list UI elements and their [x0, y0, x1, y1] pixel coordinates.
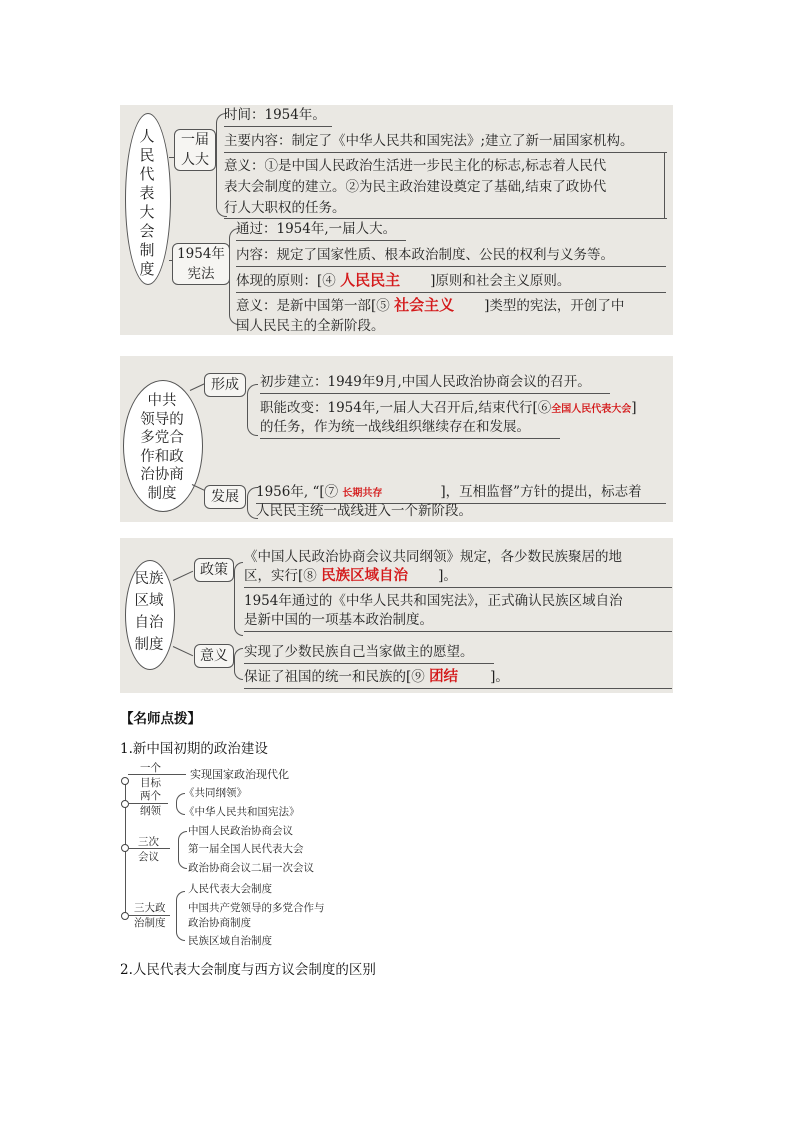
- title-npc-system: 人 民 代 表 大 会 制 度: [139, 127, 155, 278]
- tree-g4-label-a: 三大政: [134, 902, 166, 914]
- text-new-stage: 人民民主统一战线进入一个新阶段。: [256, 503, 472, 519]
- tree-g3-leaf-3: 政治协商会议二届一次会议: [188, 862, 314, 874]
- tree-g3-leaf-2: 第一届全国人民代表大会: [188, 843, 304, 855]
- text-1954-constitution-confirm: 1954年通过的《中华人民共和国宪法》，正式确认民族区域自治: [244, 593, 623, 609]
- answer-6: 全国人民代表大会: [551, 404, 632, 415]
- tree-g4-leaf-3: 政治协商制度: [188, 917, 251, 929]
- text-main-content: 主要内容：制定了《中华人民共和国宪法》;建立了新一届国家机构。: [224, 133, 634, 149]
- text-passed: 通过：1954年,一届人大。: [236, 221, 397, 237]
- text-significance-3: 行人大职权的任务。: [224, 200, 346, 216]
- tree-g3-label-b: 会议: [138, 851, 159, 863]
- answer-8: 民族区域自治: [321, 568, 409, 584]
- tree-g2-label-a: 两个: [140, 790, 161, 802]
- answer-9: 团结: [429, 669, 459, 685]
- tree-g3-leaf-1: 中国人民政治协商会议: [188, 825, 293, 837]
- text-basic-system: 是新中国的一项基本政治制度。: [244, 612, 433, 628]
- tree-g3-label-a: 三次: [138, 836, 159, 848]
- text-significance-2: 表大会制度的建立。②为民主政治建设奠定了基础,结束了政协代: [224, 179, 607, 195]
- text-initial-establishment: 初步建立：1949年9月,中国人民政治协商会议的召开。: [260, 374, 591, 390]
- text-content: 内容：规定了国家性质、根本政治制度、公民的权利与义务等。: [236, 247, 614, 263]
- answer-4: 人民民主: [340, 271, 401, 289]
- text-unity: 保证了祖国的统一和民族的[⑨ 团结 ]。: [244, 669, 509, 685]
- text-principle: 体现的原则：[④ 人民民主 ]原则和社会主义原则。: [236, 271, 571, 289]
- text-function-change: 职能改变：1954年,一届人大召开后,结束代行[⑥全国人民代表大会]: [260, 400, 637, 416]
- tree-g4-label-b: 治制度: [134, 917, 166, 929]
- text-function-change-2: 的任务，作为统一战线组织继续存在和发展。: [260, 419, 530, 435]
- box-first-npc: 一届 人大: [174, 129, 216, 171]
- text-constitution-meaning-1: 意义：是新中国第一部[⑤ 社会主义 ]类型的宪法，开创了中: [236, 296, 625, 314]
- box-1954-constitution: 1954年 宪法: [172, 243, 230, 285]
- tree-g1-leaf: 实现国家政治现代化: [190, 768, 289, 781]
- box-significance: 意义: [194, 644, 234, 668]
- panel-npc-system: [120, 105, 673, 335]
- title-cpc-system: 中共 领导的 多党合 作和政 治协商 制度: [140, 393, 184, 502]
- tree-g2-label-b: 纲领: [140, 805, 161, 817]
- box-policy: 政策: [194, 558, 234, 582]
- answer-7: 长期共存: [342, 488, 383, 499]
- text-constitution-meaning-2: 国人民民主的全新阶段。: [236, 318, 385, 334]
- tree-g4-leaf-2: 中国共产党领导的多党合作与: [188, 902, 325, 914]
- tree-g1-label-b: 目标: [140, 777, 161, 789]
- panel-ethnic-autonomy: [120, 538, 673, 693]
- answer-5: 社会主义: [394, 296, 455, 314]
- tips-heading: 【名师点拨】: [120, 711, 201, 727]
- title-ethnic-autonomy: 民族 区域 自治 制度: [134, 571, 164, 653]
- text-1956-policy: 1956年, “[⑦ 长期共存 ]，互相监督”方针的提出，标志着: [256, 484, 642, 500]
- tree-g4-leaf-4: 民族区域自治制度: [188, 935, 272, 947]
- box-development: 发展: [204, 485, 246, 509]
- tree-g2-leaf-1: 《共同纲领》: [184, 787, 247, 799]
- text-implement: 区，实行[⑧ 民族区域自治 ]。: [244, 568, 457, 584]
- panel-cpc-cooperation-system: [120, 356, 673, 522]
- tips-item-1: 1.新中国初期的政治建设: [120, 741, 268, 757]
- tree-g4-leaf-1: 人民代表大会制度: [188, 883, 272, 895]
- text-common-program: 《中国人民政治协商会议共同纲领》规定，各少数民族聚居的地: [244, 549, 622, 565]
- text-time: 时间：1954年。: [224, 107, 326, 123]
- text-significance-1: 意义：①是中国人民政治生活进一步民主化的标志,标志着人民代: [224, 158, 607, 174]
- box-formation: 形成: [204, 373, 246, 397]
- text-self-rule: 实现了少数民族自己当家做主的愿望。: [244, 644, 474, 660]
- tree-g2-leaf-2: 《中华人民共和国宪法》: [184, 806, 300, 818]
- tree-g1-label-a: 一个: [140, 762, 161, 774]
- tips-item-2: 2.人民代表大会制度与西方议会制度的区别: [120, 962, 376, 978]
